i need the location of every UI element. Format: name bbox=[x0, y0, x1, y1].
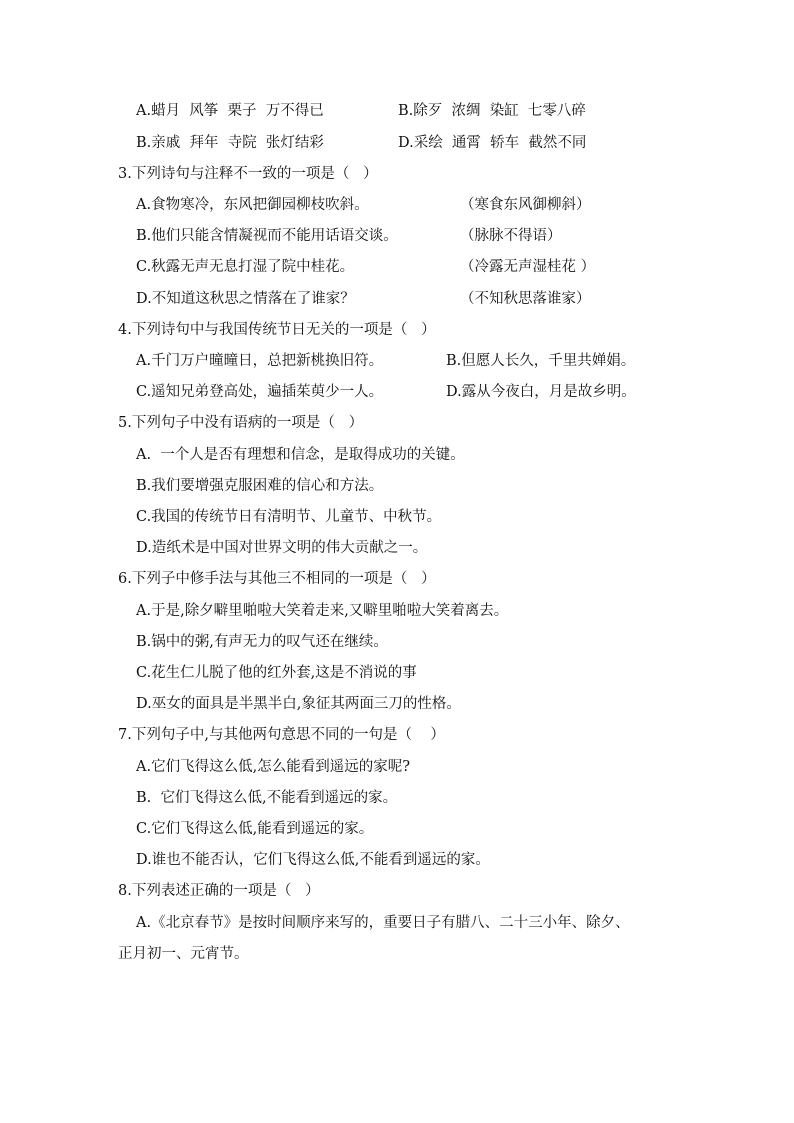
q4-stem: 4.下列诗句中与我国传统节日无关的一项是（ ） bbox=[118, 322, 436, 338]
q4-option-a: A.千门万户曈曈日，总把新桃换旧符。 bbox=[136, 353, 384, 369]
q5-option-c: C.我国的传统节日有清明节、儿童节、中秋节。 bbox=[136, 509, 442, 525]
q5-option-d: D.造纸术是中国对世界文明的伟大贡献之一。 bbox=[136, 540, 428, 556]
q2-option-c: B.亲戚 拜年 寺院 张灯结彩 bbox=[136, 135, 324, 151]
q5-option-b: B.我们要增强克服困难的信心和方法。 bbox=[136, 478, 384, 494]
q6-stem: 6.下列子中修手法与其他三不相同的一项是（ ） bbox=[118, 571, 436, 587]
q4-option-c: C.遥知兄弟登高处，遍插茱萸少一人。 bbox=[136, 384, 384, 400]
q3-note-b: （脉脉不得语） bbox=[460, 228, 562, 244]
q2-option-b: B.除歹 浓绸 染缸 七零八碎 bbox=[398, 103, 586, 119]
q7-option-a: A.它们飞得这么低,怎么能看到遥远的家呢? bbox=[136, 759, 410, 775]
q5-option-a: A. 一个人是否有理想和信念，是取得成功的关键。 bbox=[136, 447, 465, 463]
q6-option-a: A.于是,除夕噼里啪啦大笑着走来,又噼里啪啦大笑着离去。 bbox=[136, 603, 509, 619]
q7-stem: 7.下列句子中,与其他两句意思不同的一句是（ ） bbox=[118, 727, 445, 743]
q7-option-b: B. 它们飞得这么低,不能看到遥远的家。 bbox=[136, 790, 398, 806]
q3-note-d: （不知秋思落谁家） bbox=[460, 291, 591, 307]
q4-option-b: B.但愿人长久，千里共婵娟。 bbox=[446, 353, 636, 369]
q3-note-a: （寒食东风御柳斜） bbox=[460, 197, 591, 213]
q7-option-c: C.它们飞得这么低,能看到遥远的家。 bbox=[136, 821, 374, 837]
q4-option-d: D.露从今夜白，月是故乡明。 bbox=[446, 384, 636, 400]
q6-option-b: B.锅中的粥,有声无力的叹气还在继续。 bbox=[136, 634, 388, 650]
q3-note-c: （冷露无声湿桂花 ） bbox=[460, 259, 596, 275]
q3-option-a: A.食物寒冷，东风把御园柳枝吹斜。 bbox=[136, 197, 369, 213]
q3-option-b: B.他们只能含情凝视而不能用话语交谈。 bbox=[136, 228, 398, 244]
q8-option-a-line1: A.《北京春节》是按时间顺序来写的，重要日子有腊八、二十三小年、除夕、 bbox=[136, 915, 630, 931]
q8-option-a-line2: 正月初一、元宵节。 bbox=[118, 946, 249, 962]
q2-option-d: D.采绘 通霄 轿车 截然不同 bbox=[398, 135, 587, 151]
q5-stem: 5.下列句子中没有语病的一项是（ ） bbox=[118, 415, 364, 431]
q7-option-d: D.谁也不能否认，它们飞得这么低,不能看到遥远的家。 bbox=[136, 852, 490, 868]
q3-option-d: D.不知道这秋思之情落在了谁家？ bbox=[136, 291, 355, 307]
q6-option-d: D.巫女的面具是半黑半白,象征其两面三刀的性格。 bbox=[136, 696, 461, 712]
q3-stem: 3.下列诗句与注释不一致的一项是（ ） bbox=[118, 166, 378, 182]
q8-stem: 8.下列表述正确的一项是（ ） bbox=[118, 883, 320, 899]
q3-option-c: C.秋露无声无息打湿了院中桂花。 bbox=[136, 259, 355, 275]
q6-option-c: C.花生仁儿脱了他的红外套,这是不消说的事 bbox=[136, 665, 417, 681]
q2-option-a: A.蜡月 风筝 栗子 万不得已 bbox=[136, 103, 324, 119]
